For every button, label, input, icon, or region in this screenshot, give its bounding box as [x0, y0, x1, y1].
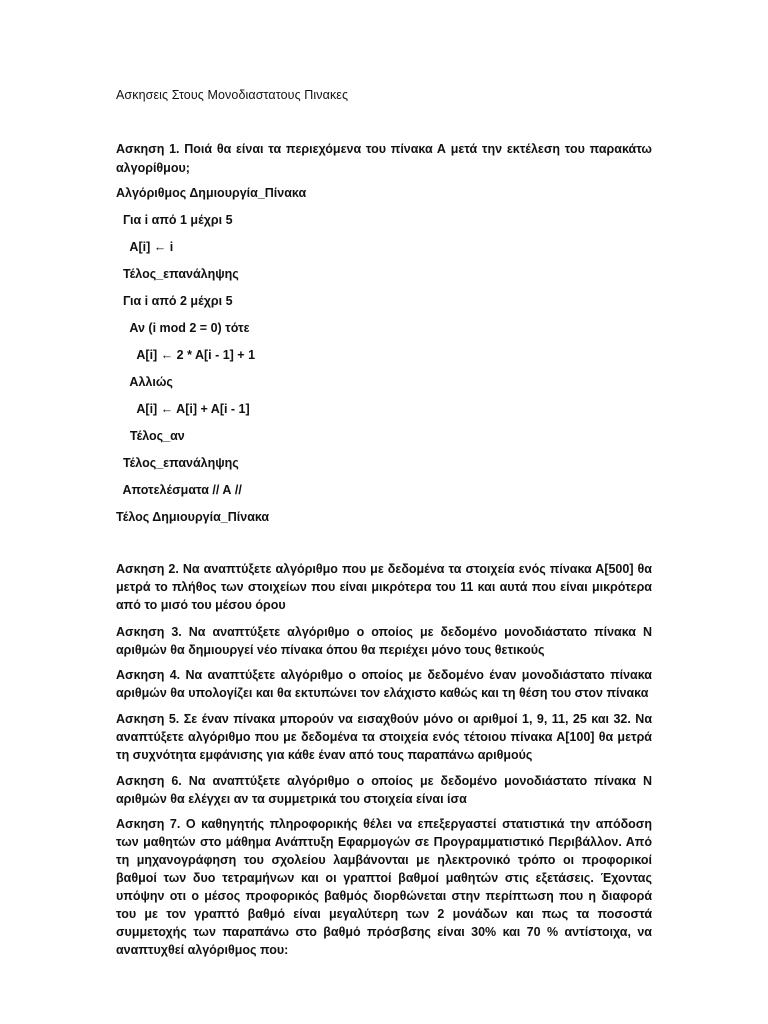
exercise-1-text: Ασκηση 1. Ποιά θα είναι τα περιεχόμενα του πίνακα Α μετά την εκτέλεση του παρακάτω αλγορίθμου; — [116, 142, 652, 175]
algorithm-line: Τέλος_επανάληψης — [116, 267, 239, 281]
exercise-3-text: Ασκηση 3. Να αναπτύξετε αλγόριθμο ο οποίος με δεδομένο μονοδιάστατο πίνακα Ν αριθμών θα δημιουργεί νέο πίνακα όπου θα περιέχει μόνο τους θετικούς — [116, 625, 652, 657]
exercise-2-text: Ασκηση 2. Να αναπτύξετε αλγόριθμο που με δεδομένα τα στοιχεία ενός πίνακα Α[500] θα μετρά το πλήθος των στοιχείων που είναι μικρότερα του 11 και αυτά που είναι μικρότερα από το μισό του μέσου όρου — [116, 562, 652, 612]
algorithm-line: A[i] ← i — [116, 240, 174, 254]
algorithm-line: A[i] ← 2 * A[i - 1] + 1 — [116, 348, 256, 362]
algorithm-line: A[i] ← A[i] + A[i - 1] — [116, 402, 250, 416]
algorithm-line: Τέλος_αν — [116, 429, 185, 443]
algorithm-line: Αποτελέσματα // Α // — [116, 483, 242, 497]
algorithm-line: Αν (i mod 2 = 0) τότε — [116, 321, 250, 335]
algorithm-line: Αλγόριθμος Δημιουργία_Πίνακα — [116, 186, 307, 200]
exercise-4-text: Ασκηση 4. Να αναπτύξετε αλγόριθμο ο οποίος με δεδομένο έναν μονοδιάστατο πίνακα αριθμών θα υπολογίζει και θα εκτυπώνει τον ελάχιστο καθώς και τη θέση του στον πίνακα — [116, 668, 652, 700]
algorithm-line: Τέλος_επανάληψης — [116, 456, 239, 470]
algorithm-line: Αλλιώς — [116, 375, 173, 389]
exercise-5-text: Ασκηση 5. Σε έναν πίνακα μπορούν να εισαχθούν μόνο οι αριθμοί 1, 9, 11, 25 και 32. Να αναπτύξετε αλγόριθμο που με δεδομένα τα στοιχεία ενός τέτοιου πίνακα Α[100] θα μετρά τη συχνότητα εμφάνισης για κάθε έναν από τους παραπάνω αριθμούς — [116, 712, 652, 762]
exercise-7-text: Ασκηση 7. Ο καθηγητής πληροφορικής θέλει να επεξεργαστεί στατιστικά την απόδοση των μαθητών στο μάθημα Ανάπτυξη Εφαρμογών σε Προγραμματιστικό Περιβάλλον. Από τη μηχανογράφηση του σχολείου λαμβάνονται με ηλεκτρονικό τρόπο οι προφορικοί βαθμοί των δυο τετραμήνων και οι γραπτοί βαθμοί μαθητών στις εξετάσεις. Έχοντας υπόψην οτι ο μέσος προφορικός βαθμός διορθώνεται στην περίπτωση που η διαφορά του με τον γραπτό βαθμό είναι μεγαλύτερη των 2 μονάδων και πως τα ποσοστά συμμετοχής των παραπάνω στο βαθμό πρόσβσης είναι 30% και 70 % αντίστοιχα, να αναπτυχθεί αλγόριθμος που: — [116, 817, 652, 957]
algorithm-line: Για i από 2 μέχρι 5 — [116, 294, 233, 308]
exercise-6-text: Ασκηση 6. Να αναπτύξετε αλγόριθμο ο οποίος με δεδομένο μονοδιάστατο πίνακα Ν αριθμών θα ελέγχει αν τα συμμετρικά του στοιχεία είναι ίσα — [116, 774, 652, 806]
algorithm-line: Τέλος Δημιουργία_Πίνακα — [116, 510, 270, 524]
algorithm-line: Για i από 1 μέχρι 5 — [116, 213, 233, 227]
document-title: Ασκησεις Στους Μονοδιαστατους Πινακες — [116, 88, 349, 102]
